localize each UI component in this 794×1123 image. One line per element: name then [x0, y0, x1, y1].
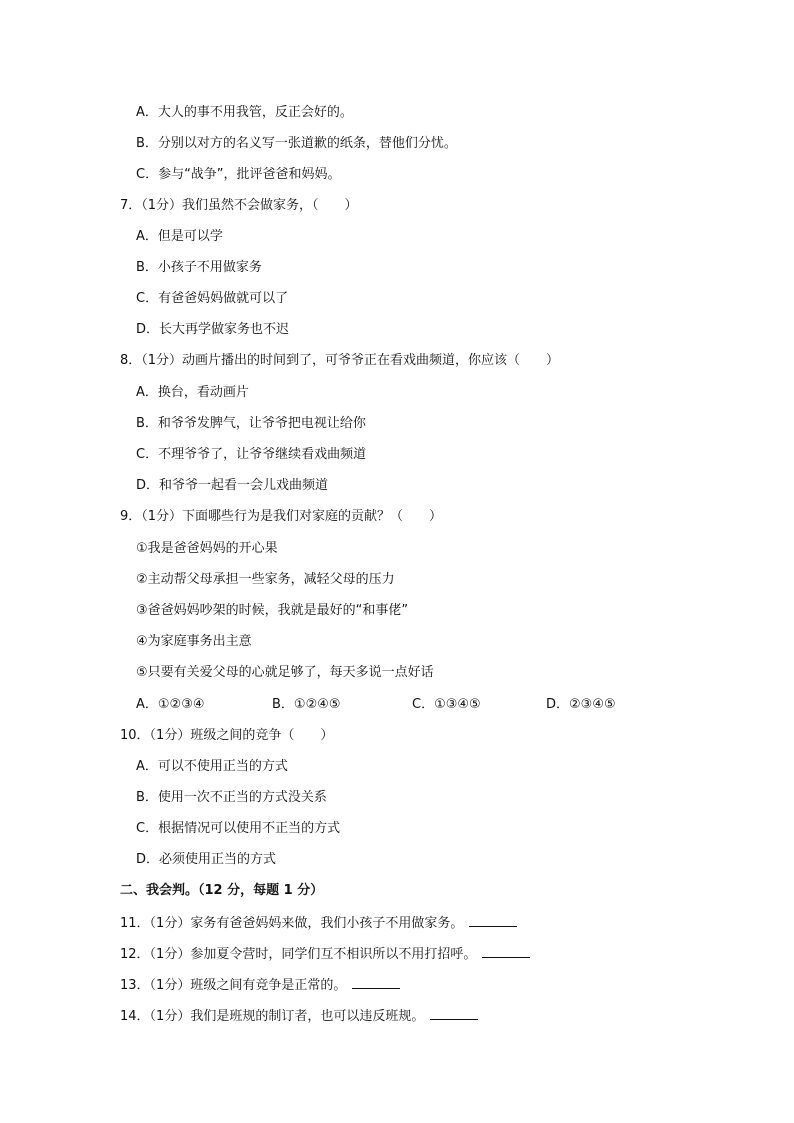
q7-option-a: A．但是可以学 — [136, 229, 223, 244]
judgment-12 — [120, 945, 530, 964]
q9-statement-2: ②主动帮父母承担一些家务，减轻父母的压力 — [136, 572, 395, 587]
q9-choice-b: B．①②④⑤ — [272, 697, 341, 712]
judgment-11 — [120, 914, 517, 933]
q8-option-b: B．和爷爷发脾气，让爷爷把电视让给你 — [136, 416, 366, 431]
q7-stem: 7．（1分）我们虽然不会做家务，（ ） — [120, 198, 358, 213]
q10-stem: 10．（1分）班级之间的竞争（ ） — [120, 728, 334, 743]
q9-choice-c: C．①③④⑤ — [412, 697, 481, 712]
q7-option-c: C．有爸爸妈妈做就可以了 — [136, 291, 289, 306]
q8-option-a: A．换台，看动画片 — [136, 385, 249, 400]
judgment-11-text: 11．（1分）家务有爸爸妈妈来做，我们小孩子不用做家务。 — [120, 916, 464, 931]
q8-stem: 8．（1分）动画片播出的时间到了，可爷爷正在看戏曲频道，你应该（ ） — [120, 353, 560, 368]
judgment-13 — [120, 976, 400, 995]
q9-statement-3: ③爸爸妈妈吵架的时候，我就是最好的“和事佬” — [136, 603, 409, 618]
judgment-12-text: 12．（1分）参加夏令营时，同学们互不相识所以不用打招呼。 — [120, 947, 477, 962]
judgment-14 — [120, 1007, 478, 1026]
q8-option-c: C．不理爷爷了，让爷爷继续看戏曲频道 — [136, 447, 367, 462]
q6-option-b: B．分别以对方的名义写一张道歉的纸条，替他们分忧。 — [136, 136, 457, 151]
answer-blank[interactable] — [430, 1007, 478, 1020]
q9-stem: 9．（1分）下面哪些行为是我们对家庭的贡献？（ ） — [120, 509, 443, 524]
q7-option-d: D．长大再学做家务也不迟 — [136, 322, 290, 337]
q9-statement-1: ①我是爸爸妈妈的开心果 — [136, 541, 278, 556]
q10-option-d: D．必须使用正当的方式 — [136, 852, 277, 867]
judgment-14-text: 14．（1分）我们是班规的制订者，也可以违反班规。 — [120, 1009, 425, 1024]
answer-blank[interactable] — [482, 945, 530, 958]
judgment-13-text: 13．（1分）班级之间有竞争是正常的。 — [120, 978, 347, 993]
q9-statement-5: ⑤只要有关爱父母的心就足够了，每天多说一点好话 — [136, 665, 434, 680]
q7-option-b: B．小孩子不用做家务 — [136, 260, 262, 275]
q9-choice-a: A．①②③④ — [136, 697, 205, 712]
q10-option-a: A．可以不使用正当的方式 — [136, 759, 288, 774]
q6-option-a: A．大人的事不用我管，反正会好的。 — [136, 105, 353, 120]
q10-option-c: C．根据情况可以使用不正当的方式 — [136, 821, 341, 836]
section-2-title: 二、我会判。（12 分，每题 1 分） — [120, 883, 324, 898]
q10-option-b: B．使用一次不正当的方式没关系 — [136, 790, 327, 805]
q8-option-d: D．和爷爷一起看一会儿戏曲频道 — [136, 478, 329, 493]
q9-statement-4: ④为家庭事务出主意 — [136, 634, 252, 649]
answer-blank[interactable] — [469, 914, 517, 927]
q6-option-c: C．参与“战争”，批评爸爸和妈妈。 — [136, 167, 341, 182]
answer-blank[interactable] — [352, 976, 400, 989]
q9-choice-d: D．②③④⑤ — [546, 697, 616, 712]
